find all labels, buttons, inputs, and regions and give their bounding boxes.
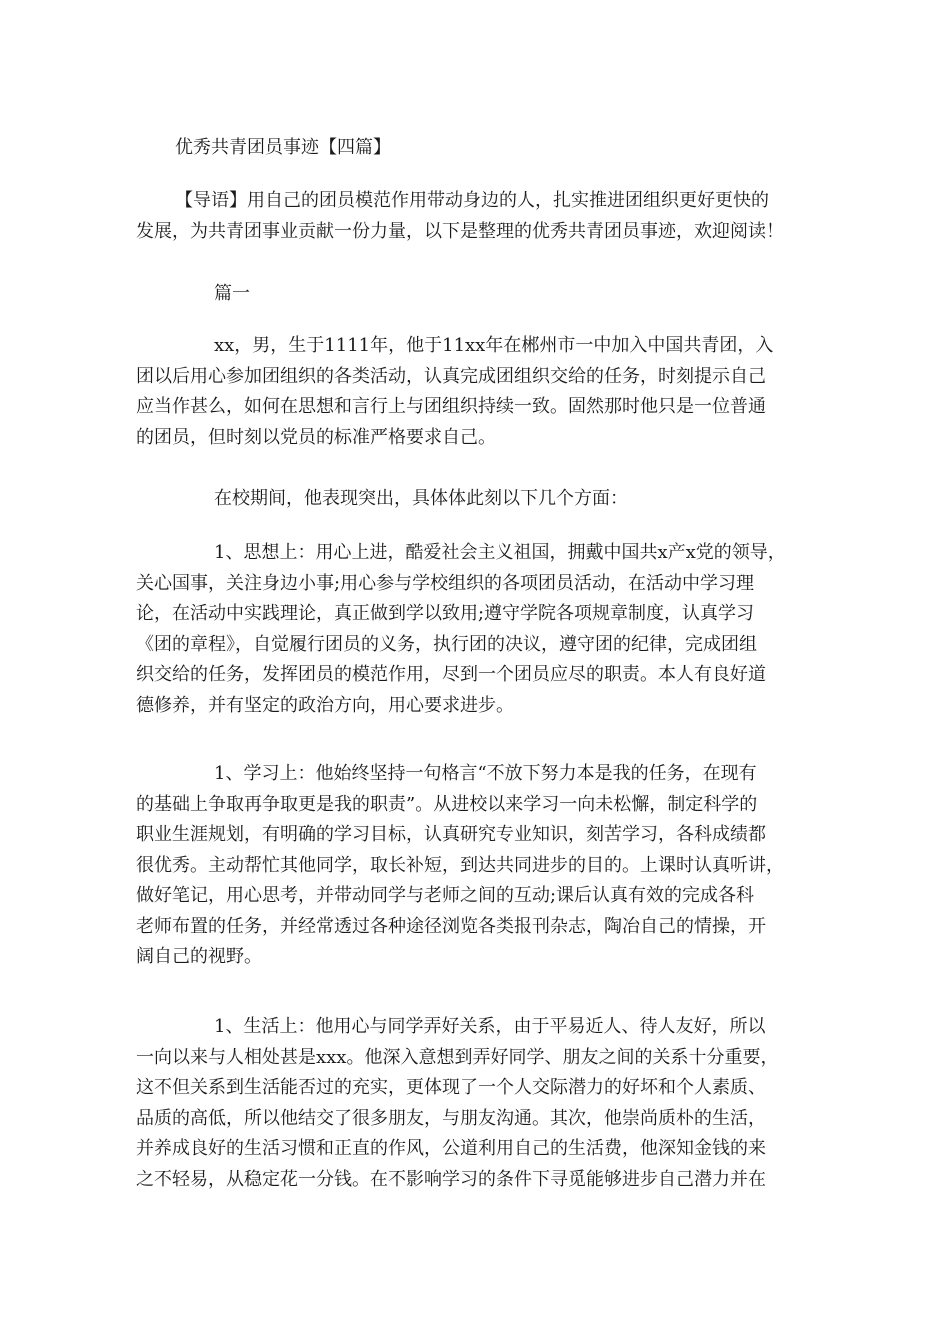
text-line: 1、思想上：用心上进，酷爱社会主义祖国，拥戴中国共x产x党的领导， — [214, 542, 786, 563]
text-line: xx，男，生于1111年，他于11xx年在郴州市一中加入中国共青团，入 — [214, 335, 774, 356]
text-line: 之不轻易，从稳定花一分钱。在不影响学习的条件下寻觅能够进步自己潜力并在 — [136, 1168, 766, 1190]
text-line: 发展，为共青团事业贡献一份力量，以下是整理的优秀共青团员事迹，欢迎阅读！ — [136, 220, 784, 242]
text-line: 阔自己的视野。 — [136, 946, 262, 967]
paragraph-5 — [136, 1012, 826, 1195]
text-line: 这不但关系到生活能否过的充实，更体现了一个人交际潜力的好坏和个人素质、 — [136, 1077, 766, 1098]
text-line: 关心国事，关注身边小事;用心参与学校组织的各项团员活动，在活动中学习理 — [136, 572, 755, 594]
text-line: 很优秀。主动帮忙其他同学，取长补短，到达共同进步的目的。上课时认真听讲， — [136, 854, 784, 876]
text-line: 论，在活动中实践理论，真正做到学以致用;遵守学院各项规章制度，认真学习 — [136, 603, 755, 624]
text-line: 团以后用心参加团组织的各类活动，认真完成团组织交给的任务，时刻提示自己 — [136, 365, 766, 387]
text-line: 德修养，并有坚定的政治方向，用心要求进步。 — [136, 694, 514, 716]
text-line: 老师布置的任务，并经常透过各种途径浏览各类报刊杂志，陶冶自己的情操，开 — [136, 915, 766, 937]
paragraph-4 — [136, 759, 826, 973]
text-line: 1、学习上：他始终坚持一句格言“不放下努力本是我的任务，在现有 — [214, 763, 757, 784]
document-title: 优秀共青团员事迹【四篇】 — [175, 137, 391, 158]
paragraph-1 — [136, 331, 826, 453]
paragraph-3 — [136, 538, 826, 721]
text-line: 并养成良好的生活习惯和正直的作风，公道利用自己的生活费，他深知金钱的来 — [136, 1138, 766, 1159]
text-line: 在校期间，他表现突出，具体体此刻以下几个方面： — [214, 488, 628, 509]
text-line: 【导语】用自己的团员模范作用带动身边的人，扎实推进团组织更好更快的 — [175, 190, 769, 211]
text-line: 的团员，但时刻以党员的标准严格要求自己。 — [136, 426, 496, 448]
text-line: 品质的高低，所以他结交了很多朋友，与朋友沟通。其次，他崇尚质朴的生活， — [136, 1107, 766, 1129]
paragraph-2 — [136, 484, 826, 515]
section-heading: 篇一 — [214, 283, 250, 304]
text-line: 的基础上争取再争取更是我的职责”。从进校以来学习一向未松懈，制定科学的 — [136, 793, 758, 815]
text-line: 1、生活上：他用心与同学弄好关系，由于平易近人、待人友好，所以 — [214, 1016, 766, 1037]
intro-paragraph — [136, 186, 826, 247]
text-line: 一向以来与人相处甚是xxx。他深入意想到弄好同学、朋友之间的关系十分重要， — [136, 1046, 779, 1068]
text-line: 应当作甚么，如何在思想和言行上与团组织持续一致。固然那时他只是一位普通 — [136, 396, 766, 417]
text-line: 《团的章程》，自觉履行团员的义务，执行团的决议，遵守团的纪律，完成团组 — [136, 633, 757, 655]
text-line: 职业生涯规划，有明确的学习目标，认真研究专业知识，刻苦学习，各科成绩都 — [136, 824, 766, 845]
text-line: 织交给的任务，发挥团员的模范作用，尽到一个团员应尽的职责。本人有良好道 — [136, 664, 766, 685]
text-line: 做好笔记，用心思考，并带动同学与老师之间的互动;课后认真有效的完成各科 — [136, 885, 755, 906]
